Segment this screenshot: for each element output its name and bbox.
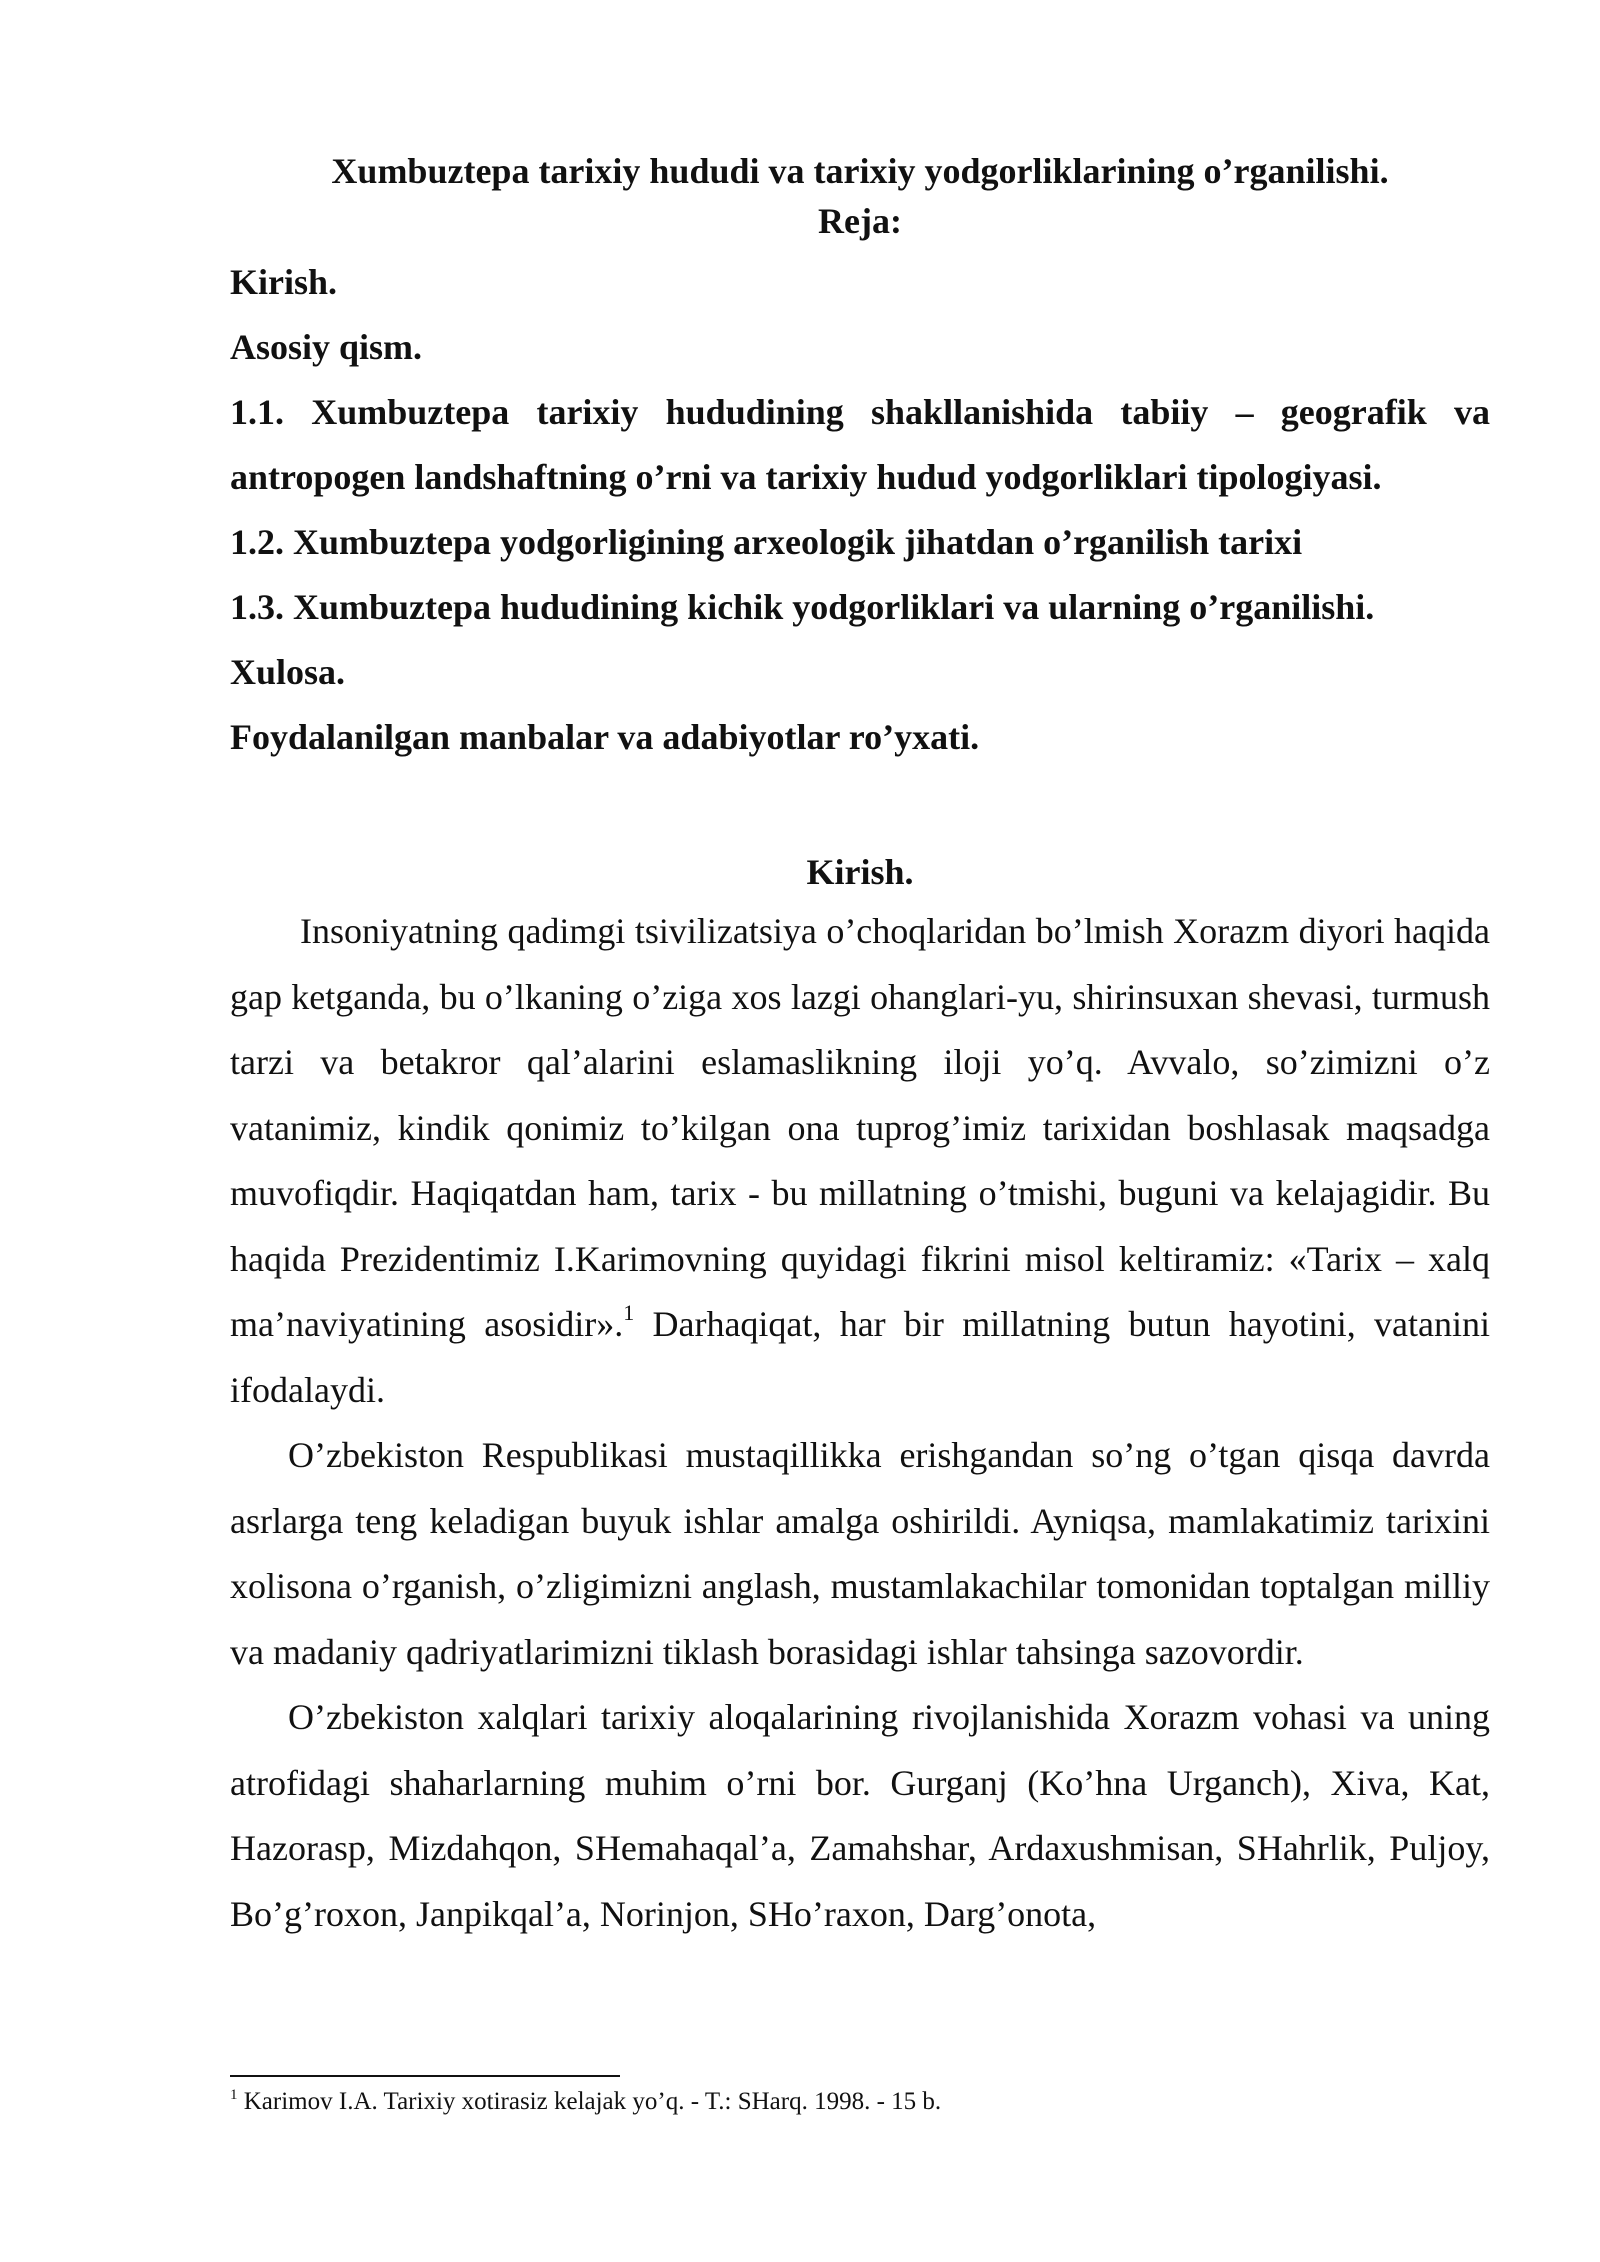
footnote-text: Karimov I.A. Tarixiy xotirasiz kelajak yo’q. - T.: SHarq. 1998. - 15 b. bbox=[237, 2088, 942, 2115]
plan-item: Foydalanilgan manbalar va adabiyotlar ro’yxati. bbox=[230, 717, 980, 757]
paragraph-1-text: Insoniyatning qadimgi tsivilizatsiya o’choqlaridan bo’lmish Xorazm diyori haqida gap ketganda, bu o’lkaning o’ziga xos lazgi ohanglari-yu, shirinsuxan shevasi, turmush tarzi va betakror qal’alarini eslamaslikning iloji yo’q. Avvalo, so’zimizni o’z vatanimiz, kindik qonimiz to’kilgan ona tuprog’imiz tarixidan boshlasak maqsadga muvofiqdir. Haqiqatdan ham, tarix - bu millatning o’tmishi, buguni va kelajagidir. Bu haqida Prezidentimiz I.Karimovning quyidagi fikrini misol keltiramiz: «Tarix – xalq ma’naviyatining asosidir». bbox=[230, 911, 1490, 1344]
plan-item: 1.2. Xumbuztepa yodgorligining arxeologik jihatdan o’rganilish tarixi bbox=[230, 522, 1303, 562]
footnote-number: 1 bbox=[230, 2087, 238, 2103]
paragraph-1 bbox=[230, 899, 1490, 1423]
plan-item: Xulosa. bbox=[230, 652, 346, 692]
section-heading-introduction: Kirish. bbox=[806, 852, 914, 892]
footnote-reference[interactable]: 1 bbox=[623, 1300, 635, 1325]
plan-item: Kirish. bbox=[230, 262, 338, 302]
document-page bbox=[230, 146, 1490, 1947]
plan-list bbox=[230, 250, 1490, 770]
plan-heading: Reja: bbox=[818, 201, 902, 241]
plan-item: 1.3. Xumbuztepa hududining kichik yodgorliklari va ularning o’rganilishi. bbox=[230, 587, 1375, 627]
paragraph-3: O’zbekiston xalqlari tarixiy aloqalarining rivojlanishida Xorazm vohasi va uning atrofidagi shaharlarning muhim o’rni bor. Gurganj (Ko’hna Urganch), Xiva, Kat, Hazorasp, Mizdahqon, SHemahaqal’a, Zamahshar, Ardaxushmisan, SHahrlik, Puljoy, Bo’g’roxon, Janpikqal’a, Norinjon, SHo’raxon, Darg’onota, bbox=[230, 1697, 1490, 1934]
paragraph-1-continuation: Darhaqiqat, har bir millatning butun hayotini, vatanini ifodalaydi. bbox=[230, 1304, 1490, 1410]
plan-item: Asosiy qism. bbox=[230, 327, 423, 367]
plan-item: 1.1. Xumbuztepa tarixiy hududining shakllanishida tabiiy – geografik va antropogen landshaftning o’rni va tarixiy hudud yodgorliklari tipologiyasi. bbox=[230, 392, 1490, 497]
footnote-separator bbox=[230, 2075, 620, 2077]
footnote bbox=[230, 2086, 941, 2118]
document-title: Xumbuztepa tarixiy hududi va tarixiy yodgorliklarining o’rganilishi. bbox=[331, 151, 1389, 191]
paragraph-2: O’zbekiston Respublikasi mustaqillikka erishgandan so’ng o’tgan qisqa davrda asrlarga teng keladigan buyuk ishlar amalga oshirildi. Ayniqsa, mamlakatimiz tarixini xolisona o’rganish, o’zligimizni anglash, mustamlakachilar tomonidan toptalgan milliy va madaniy qadriyatlarimizni tiklash borasidagi ishlar tahsinga sazovordir. bbox=[230, 1435, 1490, 1672]
